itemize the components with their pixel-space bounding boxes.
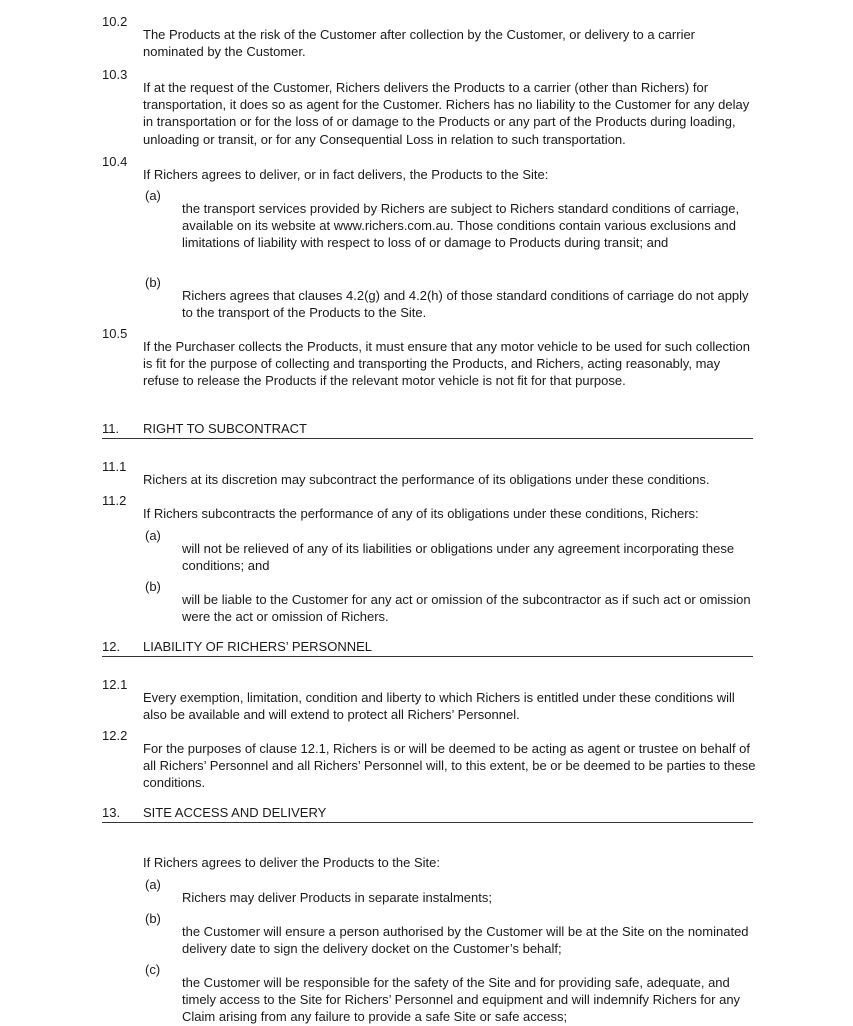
section-heading-13 [102,804,753,823]
section-heading-12 [102,638,753,657]
clause-number: 11.2 [102,493,127,508]
section-title: RIGHT TO SUBCONTRACT [143,421,307,436]
subclause-text: will be liable to the Customer for any act or omission of the subcontractor as if such act or omission were the act or omission of Richers. [182,592,751,625]
section-number: 12. [102,639,121,654]
clause-number: 10.4 [102,154,128,169]
subclause-text: the transport services provided by Richers are subject to Richers standard conditions of carriage, available on its website at www.richers.com.au. Those conditions contain various exclusions and limitations of liability with respect to loss of or damage to Products during transit; and [182,201,740,251]
clause-number: 10.3 [102,67,128,82]
clause-text: Richers at its discretion may subcontract the performance of its obligations under these conditions. [143,472,710,487]
section-title: LIABILITY OF RICHERS’ PERSONNEL [143,639,373,654]
subclause-label: (b) [145,275,161,290]
section-number: 11. [102,421,120,436]
clause-text: The Products at the risk of the Customer after collection by the Customer, or delivery to a carrier nominated by the Customer. [143,27,696,60]
section-number: 13. [102,805,121,820]
subclause-label: (a) [145,877,161,892]
subclause-label: (c) [145,962,161,977]
section-heading-11 [102,420,753,439]
subclause-label: (a) [145,188,161,203]
section-title: SITE ACCESS AND DELIVERY [143,805,327,820]
clause-text: If Richers subcontracts the performance of any of its obligations under these conditions, Richers: [143,506,699,521]
clause-text: For the purposes of clause 12.1, Richers is or will be deemed to be acting as agent or trustee on behalf of all Richers’ Personnel and all Richers’ Personnel will, to this extent, be or be deemed to be parties to these conditions. [143,741,756,791]
clause-number: 10.5 [102,326,128,341]
clause-text: If the Purchaser collects the Products, it must ensure that any motor vehicle to be used for such collection is fit for the purpose of collecting and transporting the Products, and Richers, acting reasonably, may refuse to release the Products if the relevant motor vehicle is not fit for that purpose. [143,339,750,389]
subclause-text: will not be relieved of any of its liabilities or obligations under any agreement incorporating these conditions; and [182,541,735,574]
subclause-label: (b) [145,579,161,594]
clause-number: 11.1 [102,459,127,474]
clause-text: Every exemption, limitation, condition and liberty to which Richers is entitled under these conditions will also be available and will extend to protect all Richers’ Personnel. [143,690,735,723]
subclause-text: the Customer will be responsible for the safety of the Site and for providing safe, adequate, and timely access to the Site for Richers’ Personnel and equipment and will indemnify Richers for any Claim arising from any failure to provide a safe Site or safe access; [182,975,741,1025]
subclause-text: the Customer will ensure a person authorised by the Customer will be at the Site on the nominated delivery date to sign the delivery docket on the Customer’s behalf; [182,924,749,957]
section-intro: If Richers agrees to deliver the Products to the Site: [143,855,440,870]
clause-number: 12.2 [102,728,128,743]
subclause-label: (a) [145,528,161,543]
clause-text: If Richers agrees to deliver, or in fact delivers, the Products to the Site: [143,167,549,182]
subclause-label: (b) [145,911,161,926]
subclause-text: Richers may deliver Products in separate instalments; [182,890,492,905]
clause-number: 12.1 [102,677,128,692]
clause-text: If at the request of the Customer, Richers delivers the Products to a carrier (other than Richers) for transportation, it does so as agent for the Customer. Richers has no liability to the Customer for any delay in transportation or for the loss of or damage to the Products or any part of the Products during loading, unloading or transit, or for any Consequential Loss in relation to such transportation. [143,80,750,147]
clause-number: 10.2 [102,14,128,29]
subclause-text: Richers agrees that clauses 4.2(g) and 4.2(h) of those standard conditions of carriage do not apply to the transport of the Products to the Site. [182,288,749,321]
